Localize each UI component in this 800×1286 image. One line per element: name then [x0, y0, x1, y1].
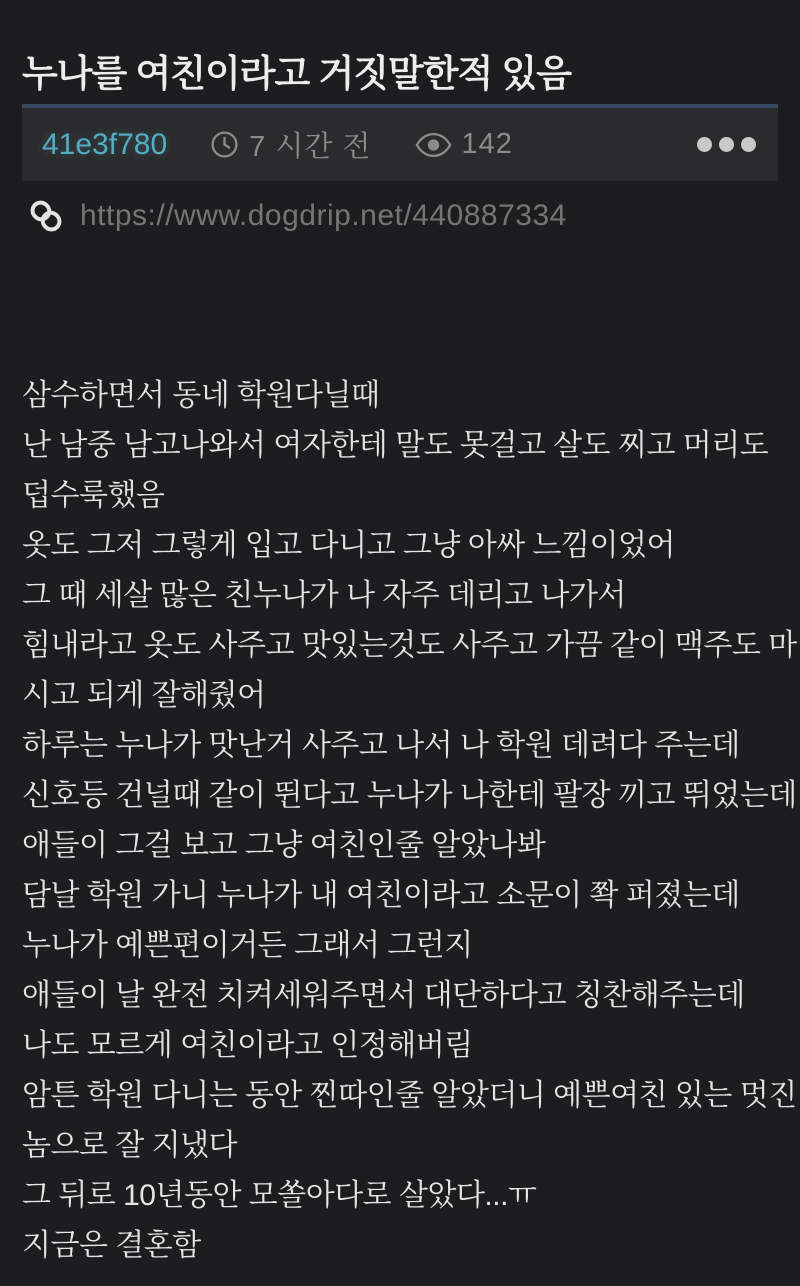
- more-options-icon: [697, 137, 712, 152]
- more-options-icon: [719, 137, 734, 152]
- more-options-button[interactable]: [695, 131, 758, 158]
- body-line: 하루는 누나가 맛난거 사주고 나서 나 학원 데려다 주는데: [22, 729, 740, 762]
- body-line: 누나가 예쁜편이거든 그래서 그런지: [22, 929, 473, 962]
- post-time: [209, 124, 371, 165]
- body-line: 그 뒤로 10년동안 모쏠아다로 살았다...ㅠ: [22, 1179, 537, 1212]
- view-count-label: 142: [461, 128, 513, 160]
- body-line: 덥수룩했음: [22, 479, 165, 512]
- more-options-icon: [741, 137, 756, 152]
- body-line: 삼수하면서 동네 학원다닐때: [22, 379, 380, 412]
- body-line: 옷도 그저 그렇게 입고 다니고 그냥 아싸 느낌이었어: [22, 529, 675, 562]
- source-link[interactable]: [26, 196, 567, 236]
- body-line: 나도 모르게 여친이라고 인정해버림: [22, 1029, 473, 1062]
- body-line: 시고 되게 잘해줬어: [22, 679, 266, 712]
- post-time-label: 7 시간 전: [249, 131, 372, 163]
- post-title: 누나를 여친이라고 거짓말한적 있음: [22, 52, 571, 94]
- body-line: 놈으로 잘 지냈다: [22, 1129, 238, 1162]
- author-name[interactable]: 41e3f780: [42, 127, 168, 161]
- clock-icon: [209, 129, 249, 160]
- view-count: [415, 128, 512, 161]
- body-line: 담날 학원 가니 누나가 내 여친이라고 소문이 쫙 퍼졌는데: [22, 879, 740, 912]
- body-line: 난 남중 남고나와서 여자한테 말도 못걸고 살도 찌고 머리도: [22, 429, 769, 462]
- body-line: 그 때 세살 많은 친누나가 나 자주 데리고 나가서: [22, 579, 626, 612]
- body-line: 힘내라고 옷도 사주고 맛있는것도 사주고 가끔 같이 맥주도 마: [22, 629, 797, 662]
- link-chain-icon: [26, 196, 66, 236]
- body-line: 지금은 결혼함: [22, 1229, 201, 1262]
- post-meta-bar: [22, 104, 778, 181]
- body-line: 애들이 날 완전 치켜세워주면서 대단하다고 칭찬해주는데: [22, 979, 745, 1012]
- body-line: 신호등 건널때 같이 뛴다고 누나가 나한테 팔장 끼고 뛰었는데: [22, 779, 797, 812]
- body-line: 애들이 그걸 보고 그냥 여친인줄 알았나봐: [22, 829, 546, 862]
- source-link-url: https://www.dogdrip.net/440887334: [80, 199, 567, 232]
- body-line: 암튼 학원 다니는 동안 찐따인줄 알았더니 예쁜여친 있는 멋진: [22, 1079, 797, 1112]
- post-body: [22, 371, 797, 1271]
- eye-icon: [415, 132, 461, 158]
